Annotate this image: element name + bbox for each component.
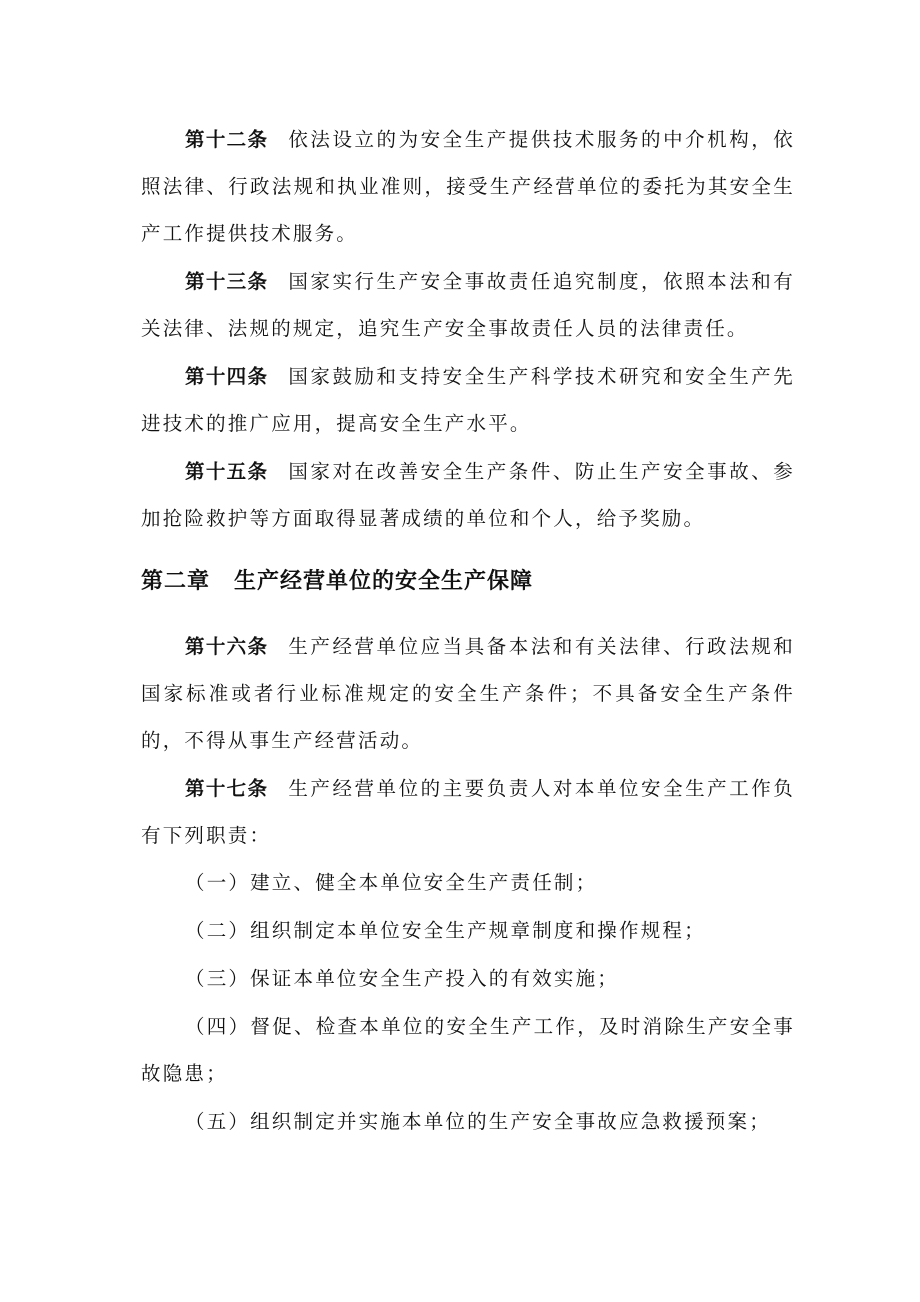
duty-item-2: （二）组织制定本单位安全生产规章制度和操作规程；	[185, 919, 706, 942]
article-text: 生产经营单位的主要负责人对本单位安全生产工作负有下列职责：	[141, 777, 795, 847]
article-text: 国家对在改善安全生产条件、防止生产安全事故、参加抢险救护等方面取得显著成绩的单位和个人，给予奖励。	[141, 460, 795, 530]
duty-item-4: （四）督促、检查本单位的安全生产工作，及时消除生产安全事故隐患；	[141, 1015, 795, 1085]
article-15	[141, 448, 795, 542]
article-13	[141, 258, 795, 352]
article-16	[141, 623, 795, 764]
article-number: 第十六条	[185, 635, 269, 658]
duty-item-1: （一）建立、健全本单位安全生产责任制；	[185, 871, 598, 894]
article-text: 国家鼓励和支持安全生产科学技术研究和安全生产先进技术的推广应用，提高安全生产水平。	[141, 365, 795, 435]
chapter-title: 生产经营单位的安全生产保障	[234, 569, 534, 594]
article-14	[141, 353, 795, 447]
chapter-heading	[141, 554, 795, 610]
duty-item-3: （三）保证本单位安全生产投入的有效实施；	[185, 967, 620, 990]
article-number: 第十七条	[185, 777, 269, 800]
article-text: 依法设立的为安全生产提供技术服务的中介机构，依照法律、行政法规和执业准则，接受生产经营单位的委托为其安全生产工作提供技术服务。	[141, 128, 795, 245]
document-body	[141, 116, 795, 1145]
article-17	[141, 765, 795, 859]
article-number: 第十三条	[185, 270, 269, 293]
article-number: 第十五条	[185, 460, 269, 483]
article-number: 第十四条	[185, 365, 269, 388]
chapter-number: 第二章	[141, 569, 211, 594]
duty-item-5: （五）组织制定并实施本单位的生产安全事故应急救援预案；	[185, 1110, 771, 1133]
article-number: 第十二条	[185, 128, 269, 151]
article-text: 国家实行生产安全事故责任追究制度，依照本法和有关法律、法规的规定，追究生产安全事故责任人员的法律责任。	[141, 270, 795, 340]
article-12	[141, 116, 795, 257]
article-text: 生产经营单位应当具备本法和有关法律、行政法规和国家标准或者行业标准规定的安全生产条件；不具备安全生产条件的，不得从事生产经营活动。	[141, 635, 795, 752]
